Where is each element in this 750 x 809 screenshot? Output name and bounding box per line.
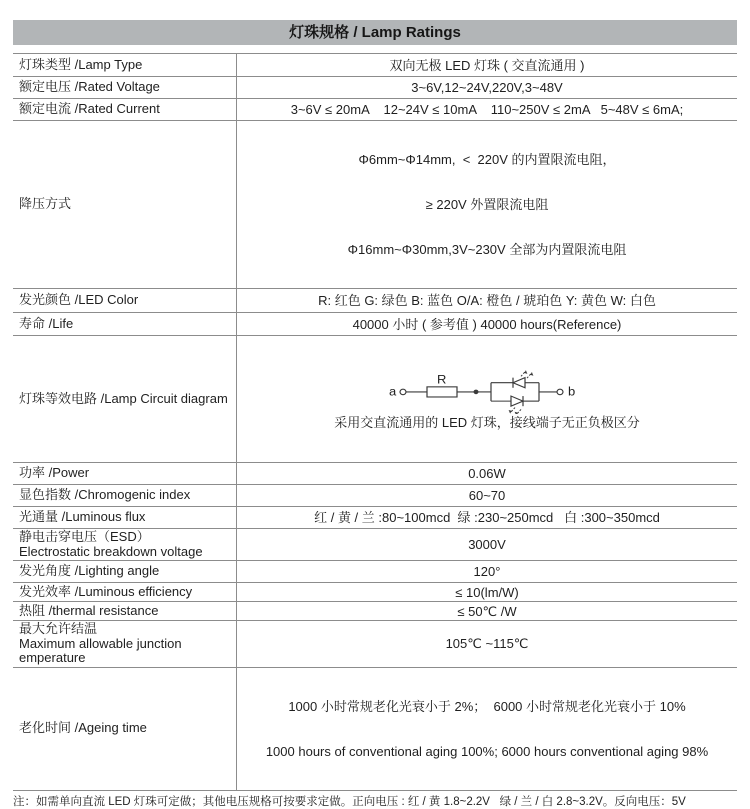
row-value: 40000 小时 ( 参考值 ) 40000 hours(Reference) xyxy=(352,316,622,332)
row-label: 降压方式 xyxy=(13,121,237,289)
row-value: Φ6mm~Φ14mm, < 220V 的内置限流电阻， ≥ 220V 外置限流电阻 Φ16mm~Φ30mm,3V~230V 全部为内置限流电阻 xyxy=(347,152,627,257)
resistor-symbol-icon xyxy=(427,387,457,397)
row-label: 光通量 /Luminous flux xyxy=(13,507,237,529)
row-label: 发光角度 /Lighting angle xyxy=(13,561,237,583)
row-label: 静电击穿电压（ESD） Electrostatic breakdown voltage xyxy=(13,529,237,561)
row-label: 额定电流 /Rated Current xyxy=(13,99,237,121)
row-value: 60~70 xyxy=(468,488,506,503)
table-row xyxy=(13,602,737,621)
row-value: 3~6V,12~24V,220V,3~48V xyxy=(411,80,563,95)
row-label: 寿命 /Life xyxy=(13,313,237,336)
row-label: 发光效率 /Luminous efficiency xyxy=(13,583,237,602)
table-row xyxy=(13,583,737,602)
page-title: 灯珠规格 / Lamp Ratings xyxy=(13,20,737,45)
circuit-caption: 采用交直流通用的 LED 灯珠，接线端子无正负极区分 xyxy=(334,415,640,430)
row-value: 1000 小时常规老化光衰小于 2%； 6000 小时常规老化光衰小于 10% 1000 hours of conventional aging 100%; 6000 hours conventional aging 98% xyxy=(265,698,709,759)
row-label: 灯珠类型 /Lamp Type xyxy=(13,54,237,77)
led-circuit-schematic-icon xyxy=(387,368,587,414)
row-label: 额定电压 /Rated Voltage xyxy=(13,77,237,99)
row-label: 最大允许结温 Maximum allowable junction emperature xyxy=(13,621,237,668)
table-row xyxy=(13,621,737,668)
table-row xyxy=(13,485,737,507)
row-value: 3000V xyxy=(468,537,506,552)
resistor-label: R xyxy=(437,373,447,387)
table-row xyxy=(13,99,737,121)
row-value: 3~6V ≤ 20mA 12~24V ≤ 10mA 110~250V ≤ 2mA 5~48V ≤ 6mA; xyxy=(290,102,684,117)
table-row xyxy=(13,289,737,313)
row-label: 显色指数 /Chromogenic index xyxy=(13,485,237,507)
circuit-diagram xyxy=(237,368,737,431)
led-symbol-icon xyxy=(511,396,523,406)
row-label: 热阻 /thermal resistance xyxy=(13,602,237,621)
terminal-b-label: b xyxy=(568,385,576,399)
light-emission-arrows-icon xyxy=(510,371,532,414)
table-row xyxy=(13,667,737,790)
row-value: 双向无极 LED 灯珠 ( 交直流通用 ) xyxy=(389,57,585,73)
row-label: 灯珠等效电路 /Lamp Circuit diagram xyxy=(13,336,237,463)
row-value: ≤ 10(lm/W) xyxy=(455,584,519,600)
row-value: 105℃ ~115℃ xyxy=(445,636,529,652)
table-row xyxy=(13,121,737,289)
table-row xyxy=(13,529,737,561)
row-value: ≤ 50℃ /W xyxy=(457,603,517,619)
lamp-ratings-table xyxy=(13,53,737,791)
terminal-a-label: a xyxy=(389,385,397,399)
table-row xyxy=(13,507,737,529)
row-value xyxy=(237,336,738,463)
spec-sheet xyxy=(13,20,737,809)
row-label: 老化时间 /Ageing time xyxy=(13,667,237,790)
footnote: 注：如需单向直流 LED 灯珠可定做；其他电压规格可按要求定做。正向电压 : 红 / 黄 1.8~2.2V 绿 / 兰 / 白 2.8~3.2V。反向电压：5V xyxy=(13,795,686,808)
row-label: 功率 /Power xyxy=(13,463,237,485)
row-value: 红 / 黄 / 兰 :80~100mcd 绿 :230~250mcd 白 :300~350mcd xyxy=(314,510,660,525)
row-value: R: 红色 G: 绿色 B: 蓝色 O/A: 橙色 / 琥珀色 Y: 黄色 W: 白色 xyxy=(318,293,656,308)
led-symbol-icon xyxy=(513,378,525,388)
table-row xyxy=(13,77,737,99)
table-row xyxy=(13,561,737,583)
table-row xyxy=(13,54,737,77)
table-row xyxy=(13,336,737,463)
table-row xyxy=(13,313,737,336)
row-value: 0.06W xyxy=(468,466,506,481)
table-row xyxy=(13,463,737,485)
row-value: 120° xyxy=(473,564,501,579)
row-label: 发光颜色 /LED Color xyxy=(13,289,237,313)
